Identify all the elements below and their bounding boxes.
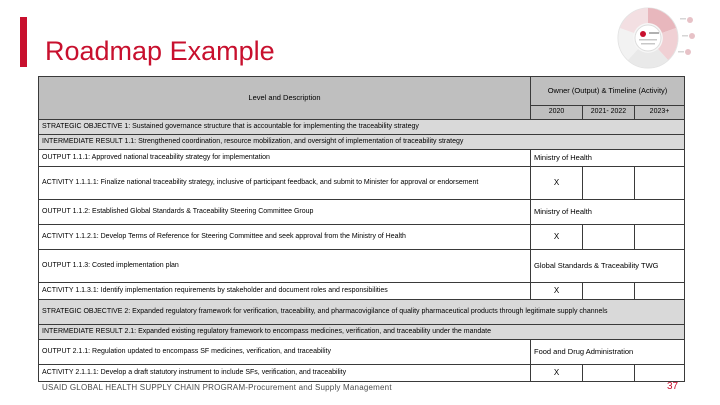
output-row xyxy=(39,150,685,167)
activity-1-1-1-1: ACTIVITY 1.1.1.1: Finalize national traceability strategy, inclusive of participant feedback, and submit to Minister for approval or endorsement xyxy=(39,167,531,200)
activity-row xyxy=(39,225,685,250)
output-2-1-1: OUTPUT 2.1.1: Regulation updated to encompass SF medicines, verification, and traceability xyxy=(39,340,531,365)
output-1-1-3: OUTPUT 1.1.3: Costed implementation plan xyxy=(39,250,531,283)
year-2023-plus-header: 2023+ xyxy=(635,106,685,120)
activity-2-1-1-1: ACTIVITY 2.1.1.1: Develop a draft statutory instrument to include SFs, verification, and traceability xyxy=(39,365,531,382)
output-1-1-1: OUTPUT 1.1.1: Approved national traceability strategy for implementation xyxy=(39,150,531,167)
strategic-objective-row xyxy=(39,120,685,135)
owner-timeline-header: Owner (Output) & Timeline (Activity) xyxy=(531,77,685,106)
empty-cell xyxy=(583,365,635,382)
empty-cell xyxy=(635,283,685,300)
empty-cell xyxy=(583,167,635,200)
year-2020-header: 2020 xyxy=(531,106,583,120)
intermediate-result-row xyxy=(39,135,685,150)
table-header-row xyxy=(39,77,685,106)
slide-title: Roadmap Example xyxy=(45,36,275,66)
intermediate-result-row xyxy=(39,325,685,340)
output-owner: Global Standards & Traceability TWG xyxy=(531,250,685,283)
global-standards-wheel-graphic xyxy=(588,2,706,74)
activity-mark-2020: X xyxy=(531,283,583,300)
activity-row xyxy=(39,283,685,300)
output-owner: Food and Drug Administration xyxy=(531,340,685,365)
activity-row xyxy=(39,167,685,200)
strategic-objective-2: STRATEGIC OBJECTIVE 2: Expanded regulatory framework for verification, traceability, and pharmacovigilance of quality pharmaceutical products through legitimate supply channels xyxy=(39,300,685,325)
year-2021-2022-header: 2021- 2022 xyxy=(583,106,635,120)
empty-cell xyxy=(635,225,685,250)
output-row xyxy=(39,340,685,365)
output-row xyxy=(39,250,685,283)
empty-cell xyxy=(635,167,685,200)
empty-cell xyxy=(583,283,635,300)
output-row xyxy=(39,200,685,225)
activity-1-1-2-1: ACTIVITY 1.1.2.1: Develop Terms of Reference for Steering Committee and seek approval from the Ministry of Health xyxy=(39,225,531,250)
output-owner: Ministry of Health xyxy=(531,150,685,167)
empty-cell xyxy=(635,365,685,382)
empty-cell xyxy=(583,225,635,250)
activity-mark-2020: X xyxy=(531,365,583,382)
page-number: 37 xyxy=(667,381,679,392)
activity-mark-2020: X xyxy=(531,225,583,250)
activity-1-1-3-1: ACTIVITY 1.1.3.1: Identify implementation requirements by stakeholder and document roles and responsibilities xyxy=(39,283,531,300)
output-owner: Ministry of Health xyxy=(531,200,685,225)
footer-program-name: USAID GLOBAL HEALTH SUPPLY CHAIN PROGRAM-Procurement and Supply Management xyxy=(42,383,392,392)
title-accent-bar xyxy=(20,17,27,67)
level-description-header: Level and Description xyxy=(39,77,531,120)
strategic-objective-1: STRATEGIC OBJECTIVE 1: Sustained governance structure that is accountable for implementing the traceability strategy xyxy=(39,120,685,135)
output-1-1-2: OUTPUT 1.1.2: Established Global Standards & Traceability Steering Committee Group xyxy=(39,200,531,225)
roadmap-table xyxy=(38,76,685,382)
activity-mark-2020: X xyxy=(531,167,583,200)
intermediate-result-1-1: INTERMEDIATE RESULT 1.1: Strengthened coordination, resource mobilization, and oversight of implementation of traceability strategy xyxy=(39,135,685,150)
intermediate-result-2-1: INTERMEDIATE RESULT 2.1: Expanded existing regulatory framework to encompass medicines, verification, and traceability under the mandate xyxy=(39,325,685,340)
strategic-objective-row xyxy=(39,300,685,325)
activity-row xyxy=(39,365,685,382)
